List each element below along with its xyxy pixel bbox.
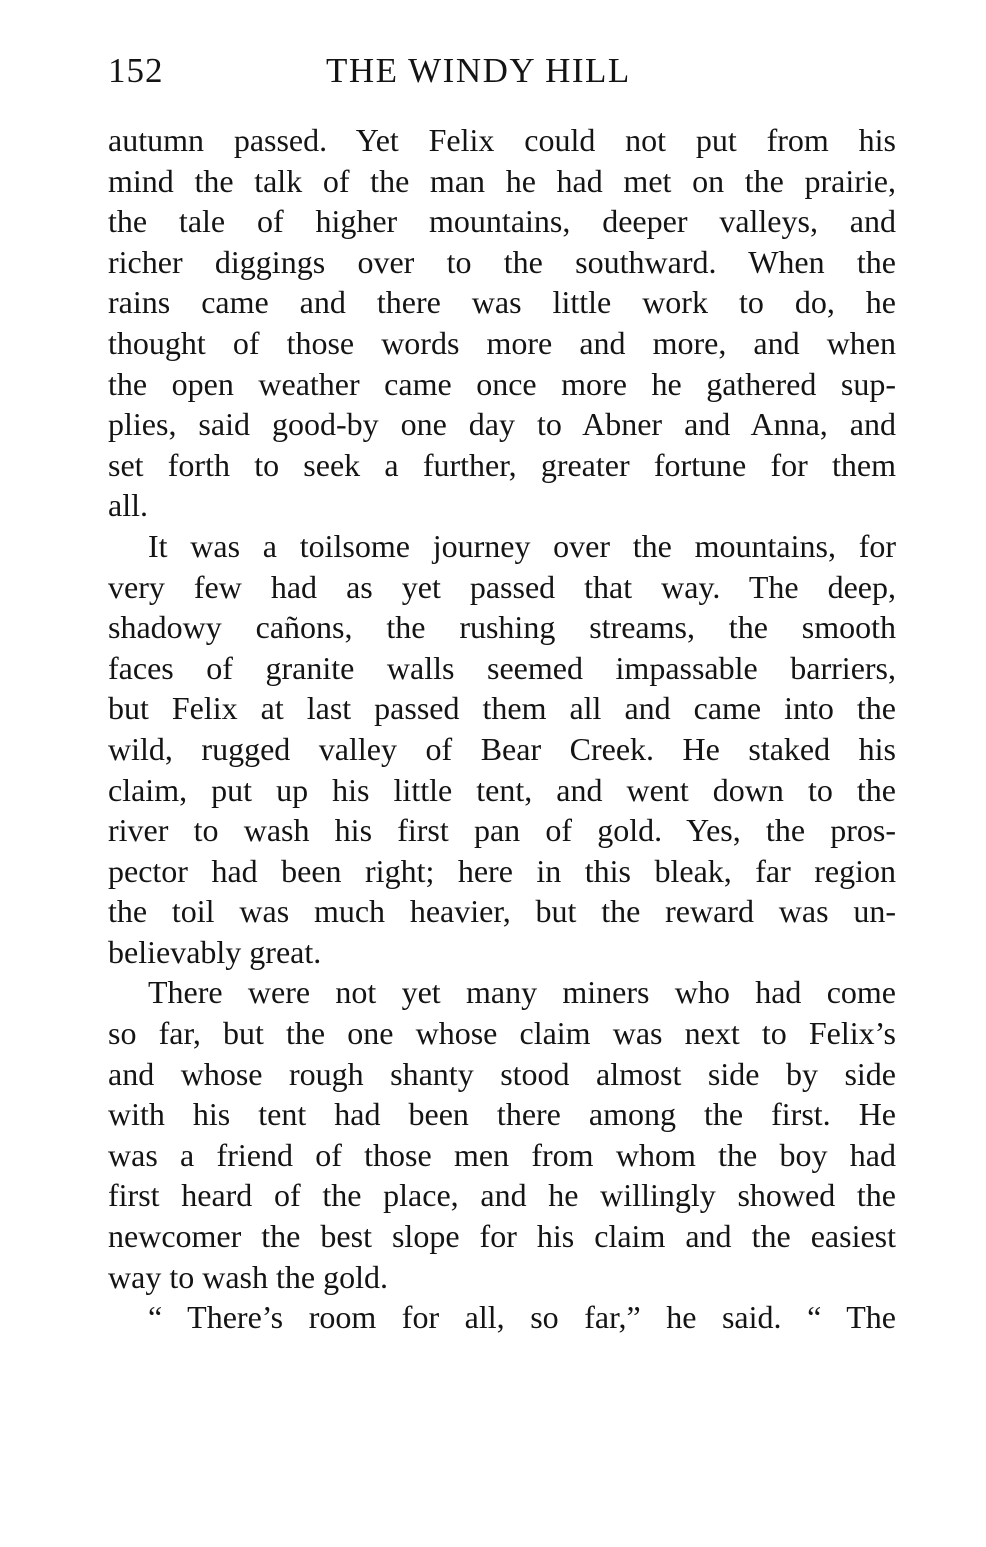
- text-line: pector had been right; here in this bleak, far region: [108, 852, 896, 889]
- text-line: mind the talk of the man he had met on the prairie,: [108, 162, 896, 199]
- text-line: way to wash the gold.: [108, 1258, 388, 1295]
- text-line: claim, put up his little tent, and went down to the: [108, 771, 896, 808]
- text-line: set forth to seek a further, greater fortune for them: [108, 446, 896, 483]
- text-line: thought of those words more and more, and when: [108, 324, 896, 361]
- text-line: wild, rugged valley of Bear Creek. He staked his: [108, 730, 896, 767]
- text-line: so far, but the one whose claim was next to Felix’s: [108, 1015, 896, 1052]
- text-line: was a friend of those men from whom the boy had: [108, 1136, 896, 1173]
- running-title: THE WINDY HILL: [326, 51, 631, 90]
- text-line: the toil was much heavier, but the reward was un-: [108, 893, 896, 930]
- text-line: all.: [108, 487, 148, 524]
- paragraph: [108, 526, 896, 973]
- text-line: the open weather came once more he gathered sup-: [108, 365, 896, 402]
- text-line: with his tent had been there among the first. He: [108, 1096, 896, 1133]
- page-number: 152: [108, 51, 164, 90]
- text-line: very few had as yet passed that way. The deep,: [108, 568, 896, 605]
- text-line: but Felix at last passed them all and came into the: [108, 690, 896, 727]
- text-line: first heard of the place, and he willingly showed the: [108, 1177, 896, 1214]
- paragraph: [108, 120, 896, 526]
- text-line: faces of granite walls seemed impassable barriers,: [108, 649, 896, 686]
- text-line: autumn passed. Yet Felix could not put from his: [108, 122, 896, 158]
- body-text: [108, 120, 896, 1338]
- paragraph: [108, 972, 896, 1297]
- text-line: It was a toilsome journey over the mountains, for: [148, 527, 896, 564]
- text-line: rains came and there was little work to do, he: [108, 284, 896, 321]
- text-line: newcomer the best slope for his claim and the easiest: [108, 1218, 896, 1255]
- page-header: [108, 44, 896, 98]
- text-line: shadowy cañons, the rushing streams, the smooth: [108, 609, 896, 646]
- text-line: believably great.: [108, 933, 322, 970]
- text-line: “ There’s room for all, so far,” he said. “ The: [148, 1299, 896, 1336]
- text-line: There were not yet many miners who had come: [148, 974, 896, 1011]
- paragraph: [108, 1297, 896, 1338]
- text-line: plies, said good-by one day to Abner and Anna, and: [108, 406, 896, 443]
- text-line: river to wash his first pan of gold. Yes, the pros-: [108, 812, 896, 849]
- text-line: and whose rough shanty stood almost side by side: [108, 1055, 896, 1092]
- text-line: richer diggings over to the southward. When the: [108, 243, 896, 280]
- text-line: the tale of higher mountains, deeper valleys, and: [108, 203, 896, 240]
- book-page: [108, 44, 896, 1338]
